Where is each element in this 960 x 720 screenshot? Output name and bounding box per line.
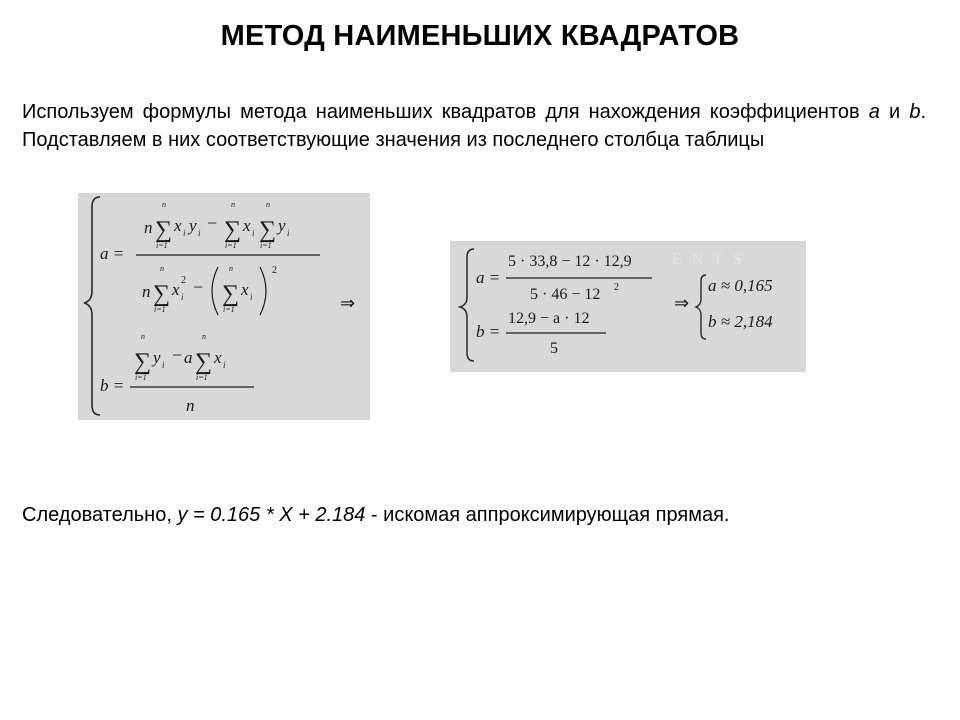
num-sigma-2-upper: n	[231, 200, 235, 209]
page-title: МЕТОД НАИМЕНЬШИХ КВАДРАТОВ	[220, 20, 740, 52]
den-n: n	[142, 282, 151, 301]
implies-arrow: ⇒	[674, 293, 690, 313]
num-sigma-1: ∑	[155, 217, 173, 243]
num-sigma-3: ∑	[259, 217, 277, 243]
left-brace	[84, 197, 100, 415]
b-x-sub: i	[223, 360, 226, 370]
b-y: y	[153, 348, 161, 367]
den-sigma-2-upper: n	[229, 264, 233, 273]
a-result: a ≈ 0,165	[708, 276, 773, 295]
num-sigma-3-upper: n	[266, 200, 270, 209]
num-x-1: x	[174, 216, 182, 235]
num-y-2: y	[278, 216, 286, 235]
left-brace	[460, 249, 474, 361]
b-sigma-1-upper: n	[141, 332, 145, 341]
num-a-denominator: 5 · 46 − 12	[530, 286, 601, 303]
b-a-coef: a	[184, 348, 193, 367]
formula-numeric-svg	[450, 241, 806, 372]
num-y-1-sub: i	[198, 228, 201, 238]
b-minus: −	[172, 345, 183, 365]
num-n: n	[144, 218, 153, 237]
num-b-lhs: b =	[476, 322, 501, 341]
b-y-sub: i	[162, 360, 165, 370]
den-sigma-1-upper: n	[160, 264, 164, 273]
num-y-1: y	[189, 216, 197, 235]
den-paren-sup: 2	[272, 265, 277, 276]
den-x-1-sup: 2	[181, 275, 186, 286]
intro-text-part2: . Подставляем в них соответствующие значения из последнего столбца таблицы	[22, 101, 926, 151]
var-b: b	[909, 101, 921, 123]
implies-arrow: ⇒	[340, 293, 356, 313]
a-lhs: a =	[100, 244, 125, 263]
intro-conj: и	[879, 101, 910, 123]
b-sigma-2: ∑	[195, 349, 213, 375]
formula-general-svg	[78, 193, 370, 420]
num-y-2-sub: i	[287, 228, 290, 238]
num-sigma-1-lower: i=1	[156, 241, 168, 250]
den-x-2: x	[241, 280, 249, 299]
conclusion-part2: - искомая аппроксимирующая прямая.	[365, 504, 730, 526]
formula-numeric-image	[450, 241, 806, 372]
den-sigma-2-lower: i=1	[223, 305, 235, 314]
den-x-1: x	[172, 280, 180, 299]
num-minus: −	[207, 213, 218, 233]
b-x: x	[214, 348, 222, 367]
formula-general-image	[78, 193, 370, 420]
b-den-n: n	[186, 396, 195, 415]
den-paren-right	[260, 267, 266, 315]
num-a-numerator: 5 · 33,8 − 12 · 12,9	[508, 253, 632, 270]
num-x-2-sub: i	[252, 228, 255, 238]
den-sigma-1-lower: i=1	[154, 305, 166, 314]
result-brace	[696, 275, 706, 339]
den-x-1-sub: i	[181, 292, 184, 302]
b-sigma-2-lower: i=1	[196, 373, 208, 382]
num-b-denominator: 5	[550, 340, 558, 357]
den-x-2-sub: i	[250, 292, 253, 302]
b-sigma-2-upper: n	[202, 332, 206, 341]
conclusion-part1: Следовательно,	[22, 504, 178, 526]
intro-text-part1: Используем формулы метода наименьших квадратов для нахождения коэффициентов	[22, 101, 869, 123]
den-sigma-1: ∑	[153, 281, 171, 307]
conclusion-paragraph	[22, 502, 942, 528]
num-a-lhs: a =	[476, 268, 501, 287]
num-b-numerator: 12,9 − a · 12	[508, 310, 590, 327]
b-lhs: b =	[100, 376, 125, 395]
num-a-den-exp: 2	[614, 282, 619, 293]
b-sigma-1: ∑	[134, 349, 152, 375]
num-x-1-sub: i	[183, 228, 186, 238]
conclusion-equation: y = 0.165 * X + 2.184	[177, 504, 366, 526]
b-result: b ≈ 2,184	[708, 312, 773, 331]
den-paren-left	[212, 267, 218, 315]
num-sigma-1-upper: n	[162, 200, 166, 209]
var-a: a	[868, 101, 880, 123]
num-x-2: x	[243, 216, 251, 235]
intro-paragraph	[22, 98, 926, 154]
den-minus: −	[193, 277, 204, 297]
num-sigma-3-lower: i=1	[260, 241, 272, 250]
b-sigma-1-lower: i=1	[135, 373, 147, 382]
num-sigma-2-lower: i=1	[225, 241, 237, 250]
den-sigma-2: ∑	[222, 281, 240, 307]
watermark-text: E N T S	[672, 251, 745, 268]
num-sigma-2: ∑	[224, 217, 242, 243]
